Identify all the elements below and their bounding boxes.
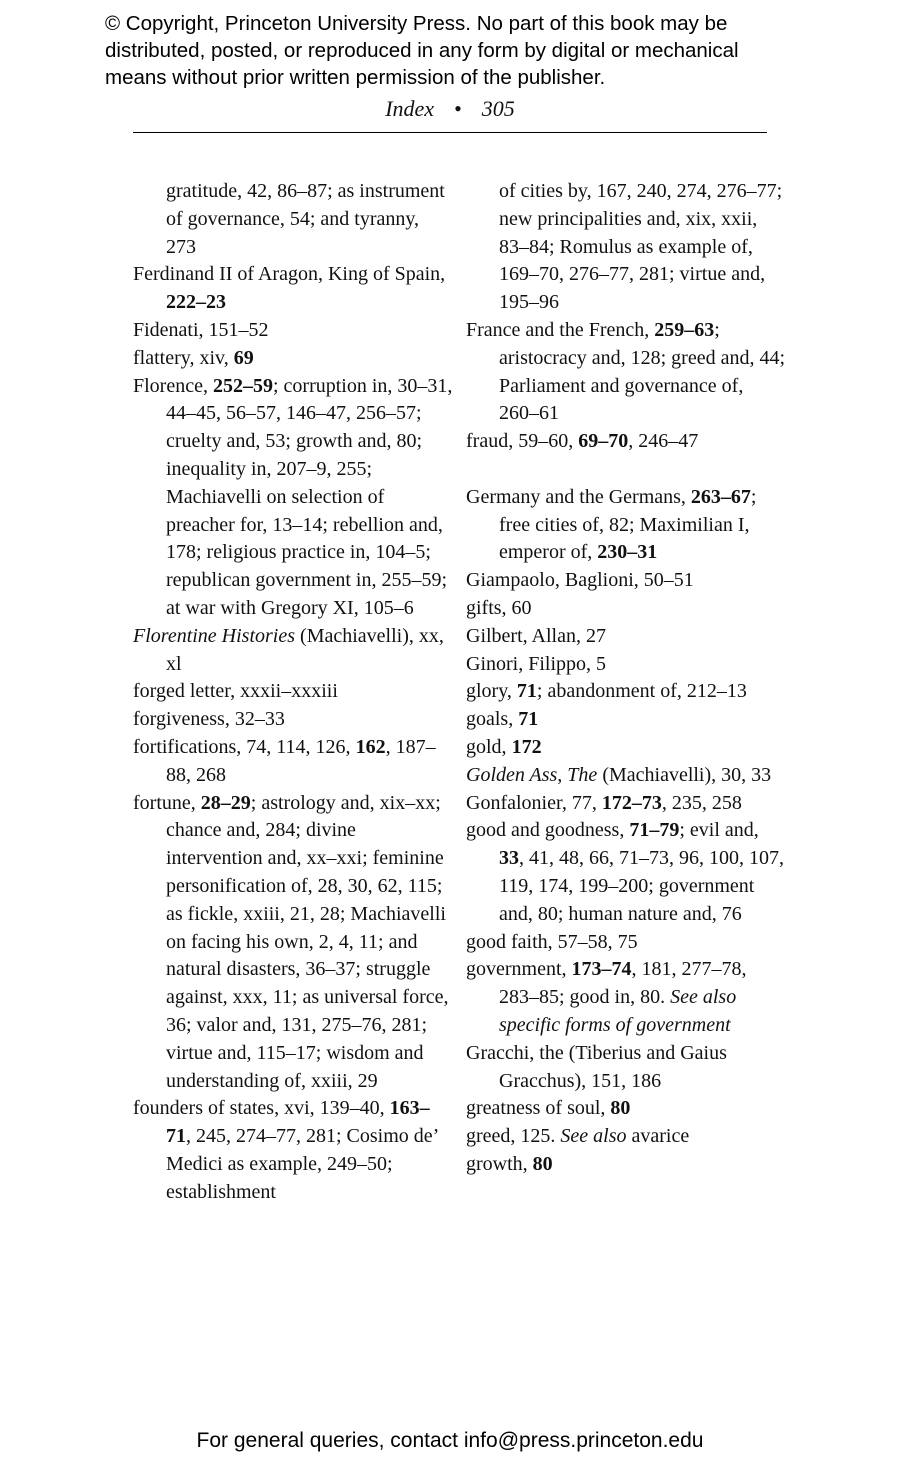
copyright-line: distributed, posted, or reproduced in any form by digital or mechanical [105, 39, 739, 62]
index-entry: of cities by, 167, 240, 274, 276–77; new principalities and, xix, xxii, 83–84; Romulus as example of, 169–70, 276–77, 281; virtue and, 195–96 [499, 180, 783, 314]
index-entry: Giampaolo, Baglioni, 50–51 [466, 569, 694, 592]
index-entry: Germany and the Germans, 263–67; free cities of, 82; Maximilian I, emperor of, 230–31 [466, 485, 757, 564]
index-entry: gifts, 60 [466, 596, 532, 619]
index-entry: forged letter, xxxii–xxxiii [133, 680, 338, 703]
copyright-line: © Copyright, Princeton University Press. No part of this book may be [105, 12, 728, 35]
index-entry: Fidenati, 151–52 [133, 318, 269, 341]
index-entry: Florentine Histories (Machiavelli), xx, xl [133, 624, 444, 675]
index-entry: Ferdinand II of Aragon, King of Spain, 222–23 [133, 263, 446, 314]
index-entry: Gonfalonier, 77, 172–73, 235, 258 [466, 791, 742, 814]
index-entry: founders of states, xvi, 139–40, 163–71, 245, 274–77, 281; Cosimo de’ Medici as example, 249–50; establishment [133, 1097, 438, 1203]
running-head [133, 95, 767, 123]
index-entry: Gilbert, Allan, 27 [466, 624, 606, 647]
index-entry: greatness of soul, 80 [466, 1097, 631, 1120]
index-entry: France and the French, 259–63; aristocracy and, 128; greed and, 44; Parliament and governance of, 260–61 [466, 318, 786, 425]
index-entry: good faith, 57–58, 75 [466, 930, 638, 953]
bullet-separator: • [454, 96, 462, 121]
index-entry: gratitude, 42, 86–87; as instrument of governance, 54; and tyranny, 273 [166, 180, 445, 258]
index-entry: Gracchi, the (Tiberius and Gaius Gracchus), 151, 186 [466, 1041, 727, 1092]
index-entry: fortifications, 74, 114, 126, 162, 187–88, 268 [133, 735, 436, 786]
page-number: 305 [481, 96, 515, 121]
index-entry: greed, 125. See also avarice [466, 1125, 690, 1148]
index-entry: glory, 71; abandonment of, 212–13 [466, 680, 747, 703]
index-entry: flattery, xiv, 69 [133, 346, 254, 369]
index-column-right [466, 178, 786, 1179]
header-rule [133, 132, 767, 133]
index-entry: fortune, 28–29; astrology and, xix–xx; chance and, 284; divine intervention and, xx–xxi; feminine personification of, 28, 30, 62, 115; as fickle, xxiii, 21, 28; Machiavelli on facing his own, 2, 4, 11; and natural disasters, 36–37; struggle against, xxx, 11; as universal force, 36; valor and, 131, 275–76, 281; virtue and, 115–17; wisdom and understanding of, xxiii, 29 [133, 791, 449, 1092]
section-title: Index [385, 96, 435, 121]
copyright-line: means without prior written permission of the publisher. [105, 66, 606, 89]
index-entry: government, 173–74, 181, 277–78, 283–85; good in, 80. See also specific forms of government [466, 958, 747, 1036]
index-entry: Florence, 252–59; corruption in, 30–31, 44–45, 56–57, 146–47, 256–57; cruelty and, 53; growth and, 80; inequality in, 207–9, 255; Machiavelli on selection of preacher for, 13–14; rebellion and, 178; religious practice in, 104–5; republican government in, 255–59; at war with Gregory XI, 105–6 [133, 374, 453, 619]
index-entry: Golden Ass, The (Machiavelli), 30, 33 [466, 763, 772, 786]
index-entry: goals, 71 [466, 708, 539, 731]
footer-contact: For general queries, contact info@press.princeton.edu [196, 1429, 704, 1452]
index-entry: gold, 172 [466, 735, 542, 758]
index-entry: fraud, 59–60, 69–70, 246–47 [466, 430, 699, 453]
index-entry: forgiveness, 32–33 [133, 708, 285, 731]
copyright-notice [105, 10, 885, 91]
index-entry: Ginori, Filippo, 5 [466, 652, 607, 675]
index-entry: growth, 80 [466, 1152, 553, 1175]
index-entry: good and goodness, 71–79; evil and, 33, 41, 48, 66, 71–73, 96, 100, 107, 119, 174, 199–200; government and, 80; human nature and, 76 [466, 819, 784, 925]
index-column-left [133, 178, 453, 1206]
